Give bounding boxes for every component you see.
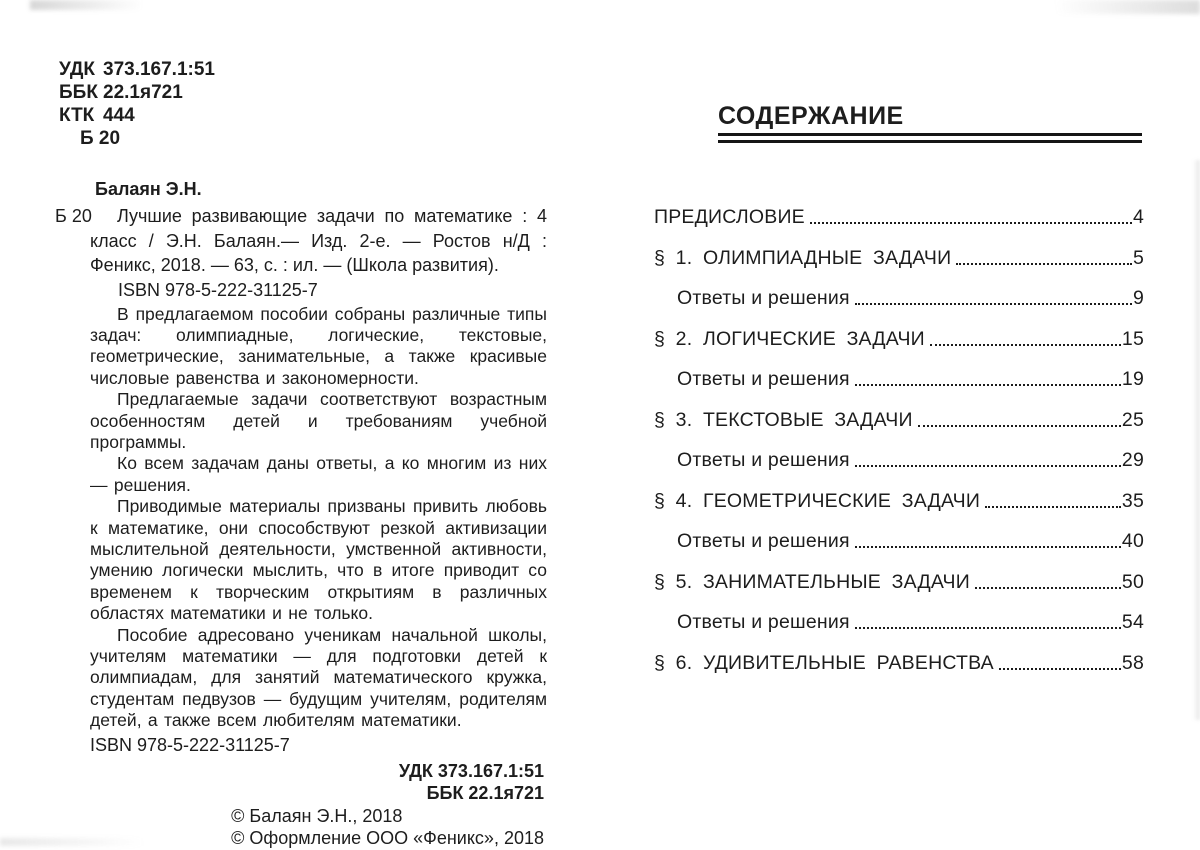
toc-page-number: 29 (1121, 449, 1144, 471)
toc-entry-label: § 2. ЛОГИЧЕСКИЕ ЗАДАЧИ (654, 327, 925, 350)
dot-leader (999, 668, 1121, 670)
toc-entry-label: § 1. ОЛИМПИАДНЫЕ ЗАДАЧИ (654, 246, 952, 269)
toc-entry-label: Ответы и решения (677, 287, 850, 309)
udk-value: 373.167.1:51 (103, 59, 215, 80)
toc-page-number: 58 (1121, 651, 1144, 674)
double-rule (718, 133, 1142, 143)
toc-entry-label: ПРЕДИСЛОВИЕ (654, 206, 805, 228)
toc-entry-label: Ответы и решения (677, 368, 850, 390)
toc-entry-label: § 3. ТЕКСТОВЫЕ ЗАДАЧИ (654, 408, 913, 431)
imprint-page (55, 58, 547, 850)
dot-leader (930, 344, 1121, 346)
citation-text: Лучшие развивающие задачи по математике : 4 класс / Э.Н. Балаян.— Изд. 2-е. — Ростов н/Д : Феникс, 2018. — 63, с. : ил. — (Школа развития). (90, 206, 547, 275)
toc-page-number: 15 (1121, 327, 1144, 350)
toc-entry-section-2 (654, 329, 1144, 350)
toc-page-number: 5 (1132, 246, 1144, 269)
copyright-publisher: © Оформление ООО «Феникс», 2018 (231, 828, 544, 849)
toc-entry-section-1 (654, 248, 1144, 269)
ktk-label: КТК (59, 105, 95, 126)
toc-entry-section-3 (654, 410, 1144, 431)
toc-page-number: 19 (1121, 368, 1144, 390)
bbk-value: 22.1я721 (103, 82, 183, 103)
scan-artifact-top-right (1030, 0, 1200, 14)
annotation-paragraph: Предлагаемые задачи соответствуют возрастным особенностям детей и требованиям учебной программы. (90, 389, 547, 452)
toc-entry-answers-4 (654, 531, 1144, 552)
isbn-number-bottom: ISBN 978-5-222-31125-7 (90, 734, 290, 755)
annotation-paragraph: В предлагаемом пособии собраны различные типы задач: олимпиадные, логические, текстовые, геометрические, занимательные, а также красивые числовые равенства и закономерности. (90, 303, 547, 388)
toc-entry-section-5 (654, 572, 1144, 593)
dot-leader (855, 627, 1121, 629)
bibliographic-citation (55, 204, 547, 278)
scan-artifact-top-left (30, 0, 170, 10)
toc-entry-preface (654, 207, 1144, 228)
toc-entry-label: § 4. ГЕОМЕТРИЧЕСКИЕ ЗАДАЧИ (654, 489, 981, 512)
toc-entry-answers-3 (654, 450, 1144, 471)
toc-page-number: 54 (1121, 611, 1144, 633)
isbn-number-top: ISBN 978-5-222-31125-7 (118, 279, 318, 300)
copyright-author: © Балаян Э.Н., 2018 (231, 805, 403, 826)
dot-leader (975, 587, 1121, 589)
table-of-contents (654, 207, 1144, 674)
toc-entry-section-4 (654, 491, 1144, 512)
toc-page-number: 35 (1121, 489, 1144, 512)
toc-page-number: 40 (1121, 530, 1144, 552)
annotation-paragraph: Ко всем задачам даны ответы, а ко многим из них — решения. (90, 453, 547, 495)
ktk-value: 444 (103, 105, 135, 126)
citation-code: Б 20 (55, 206, 92, 226)
bbk-line (59, 81, 547, 104)
toc-page-number: 25 (1121, 408, 1144, 431)
toc-entry-label: § 6. УДИВИТЕЛЬНЫЕ РАВЕНСТВА (654, 651, 994, 674)
b20-line (80, 127, 547, 150)
dot-leader (810, 222, 1132, 224)
scan-artifact-right-edge (1193, 160, 1200, 720)
toc-page-number: 50 (1121, 570, 1144, 593)
toc-entry-answers-1 (654, 288, 1144, 309)
toc-page-number: 4 (1132, 206, 1144, 228)
b20-value: Б 20 (80, 128, 121, 149)
udk-label: УДК (59, 59, 95, 80)
toc-entry-label: Ответы и решения (677, 530, 850, 552)
udk-line (59, 58, 547, 81)
bbk-label: ББК (59, 82, 98, 103)
dot-leader (855, 303, 1132, 305)
dot-leader (985, 506, 1121, 508)
author-name: Балаян Э.Н. (95, 179, 202, 199)
toc-entry-answers-5 (654, 612, 1144, 633)
dot-leader (918, 425, 1121, 427)
dot-leader (956, 263, 1132, 265)
toc-page-number: 9 (1132, 287, 1144, 309)
dot-leader (855, 546, 1121, 548)
imprint-codes-block (59, 58, 547, 150)
bbk-bottom: ББК 22.1я721 (426, 783, 544, 804)
dot-leader (855, 465, 1121, 467)
contents-page (654, 103, 1144, 693)
toc-entry-label: Ответы и решения (677, 611, 850, 633)
toc-entry-label: § 5. ЗАНИМАТЕЛЬНЫЕ ЗАДАЧИ (654, 570, 970, 593)
ktk-line (59, 104, 547, 127)
udk-bottom: УДК 373.167.1:51 (398, 760, 544, 781)
toc-entry-answers-2 (654, 369, 1144, 390)
annotation-paragraph: Пособие адресовано ученикам начальной школы, учителям математики — для подготовки детей к олимпиадам, для занятий математического кружка, студентам педвузов — будущим учителям, родителям детей, а также всем любителям математики. (90, 624, 547, 731)
annotation-text (90, 304, 547, 732)
toc-entry-label: Ответы и решения (677, 449, 850, 471)
credits-block (231, 760, 544, 850)
dot-leader (855, 384, 1121, 386)
annotation-paragraph: Приводимые материалы призваны привить любовь к математике, они способствуют резкой активизации мыслительной деятельности, умственной активности, умению логически мыслить, что в итоге приводит со временем к творческим открытиям в различных областях математики и не только. (90, 496, 547, 624)
toc-entry-section-6 (654, 653, 1144, 674)
contents-title: СОДЕРЖАНИЕ (718, 102, 904, 130)
